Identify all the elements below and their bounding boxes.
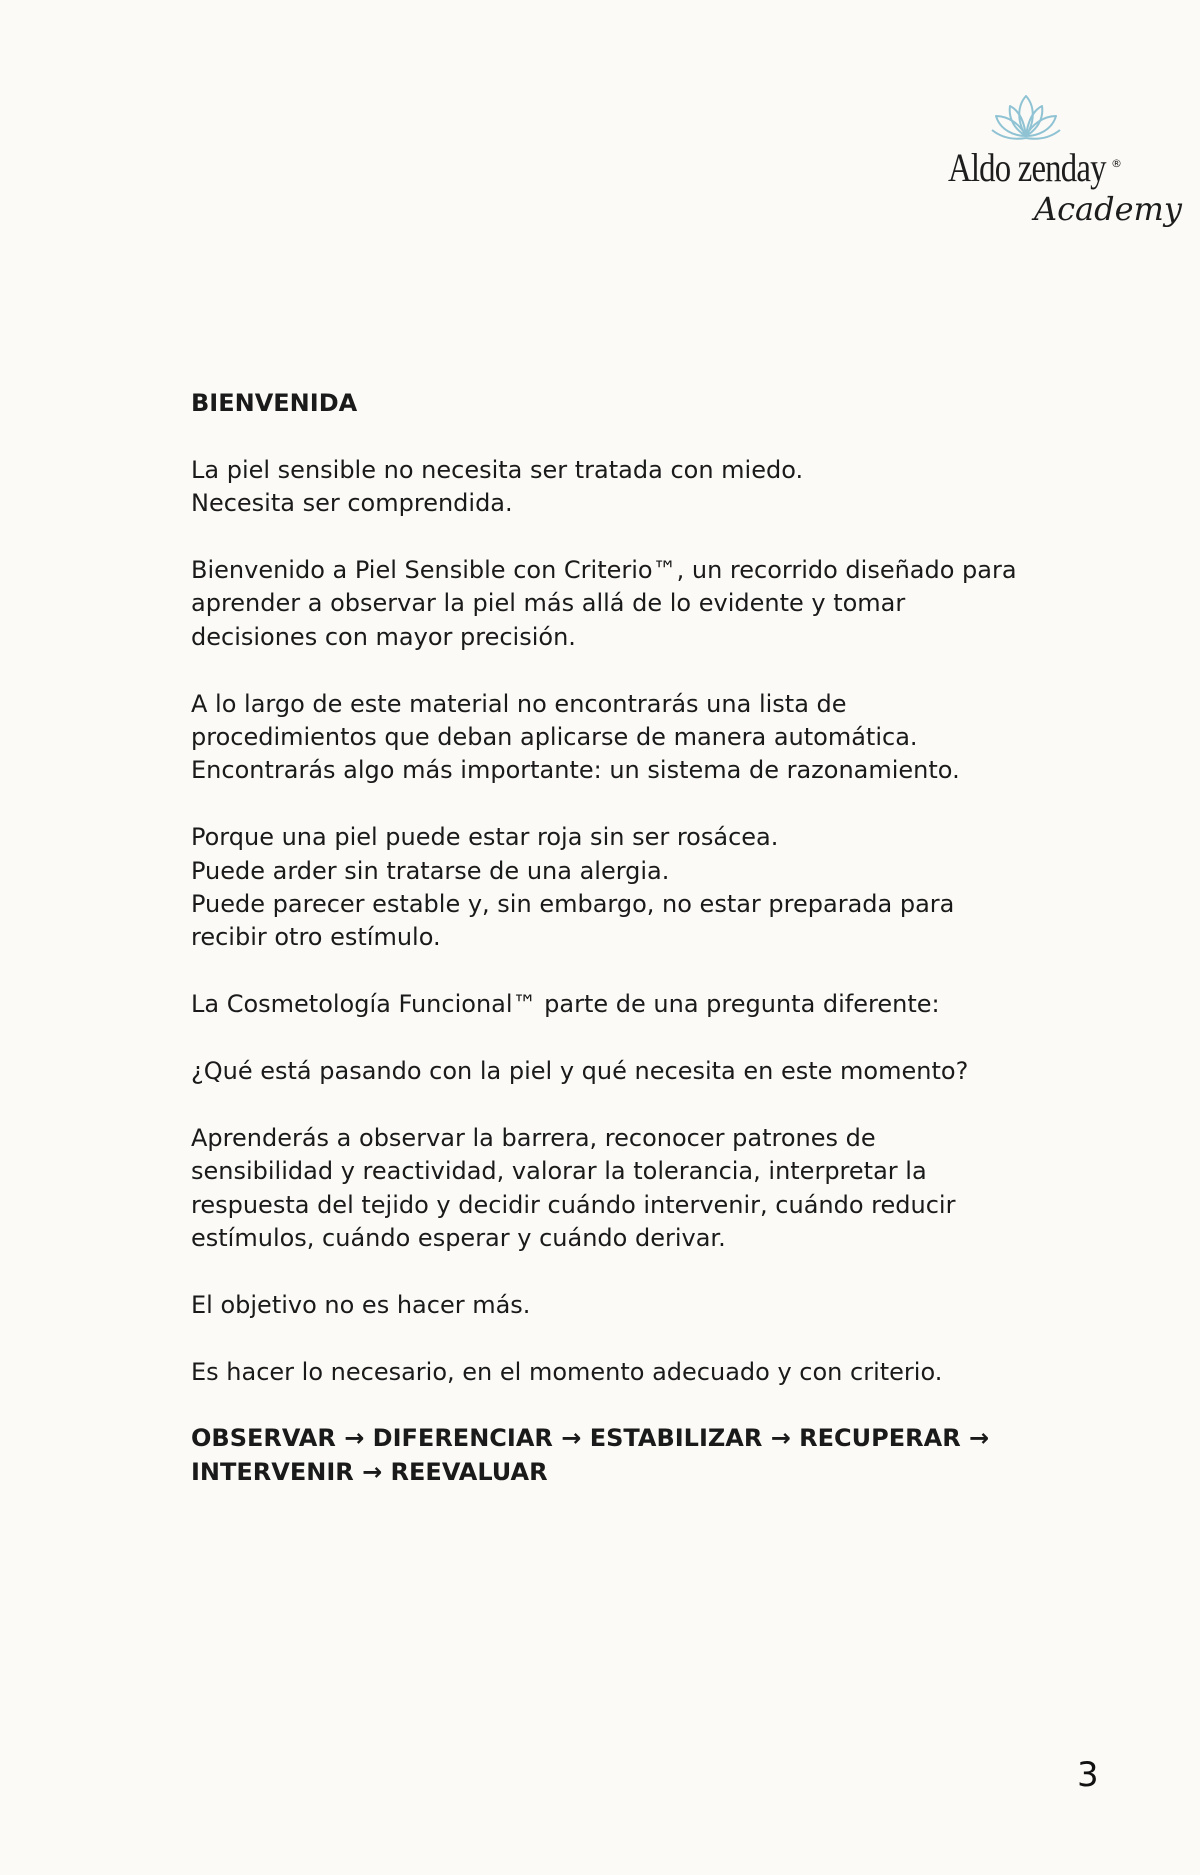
paragraph-line: Puede arder sin tratarse de una alergia. [191,856,670,885]
registered-mark: ® [1111,157,1122,170]
document-heading: BIENVENIDA [191,389,358,417]
paragraph: Aprenderás a observar la barrera, reconocer patrones de sensibilidad y reactividad, valorar la tolerancia, interpretar la respuesta del tejido y decidir cuándo intervenir, cuándo reducir estímulos, cuándo esperar y cuándo derivar. [191,1123,956,1253]
paragraph-line: Necesita ser comprendida. [191,489,513,518]
page-number: 3 [1077,1755,1099,1795]
document-body [191,387,1021,1523]
paragraph: El objetivo no es hacer más. [191,1290,531,1319]
paragraph: La Cosmetología Funcional™ parte de una pregunta diferente: [191,990,940,1019]
paragraph: Es hacer lo necesario, en el momento adecuado y con criterio. [191,1357,943,1386]
method-sequence: OBSERVAR → DIFERENCIAR → ESTABILIZAR → RECUPERAR → INTERVENIR → REEVALUAR [191,1424,990,1486]
paragraph [191,821,1021,955]
paragraph [191,454,1021,521]
paragraph: A lo largo de este material no encontrarás una lista de procedimientos que deban aplicarse de manera automática. Encontrarás algo más importante: un sistema de razonamiento. [191,689,960,785]
paragraph: Bienvenido a Piel Sensible con Criterio™, un recorrido diseñado para aprender a observar la piel más allá de lo evidente y tomar decisiones con mayor precisión. [191,556,1017,651]
paragraph-line: Porque una piel puede estar roja sin ser rosácea. [191,823,779,852]
paragraph-line: La piel sensible no necesita ser tratada con miedo. [191,455,804,484]
brand-subtitle: Academy [1034,190,1182,228]
brand-logo [938,92,1182,242]
lotus-icon [986,92,1066,142]
brand-name: Aldo zenday [948,145,1106,190]
paragraph-line: Puede parecer estable y, sin embargo, no estar preparada para recibir otro estímulo. [191,890,955,952]
question-paragraph: ¿Qué está pasando con la piel y qué necesita en este momento? [191,1057,969,1086]
